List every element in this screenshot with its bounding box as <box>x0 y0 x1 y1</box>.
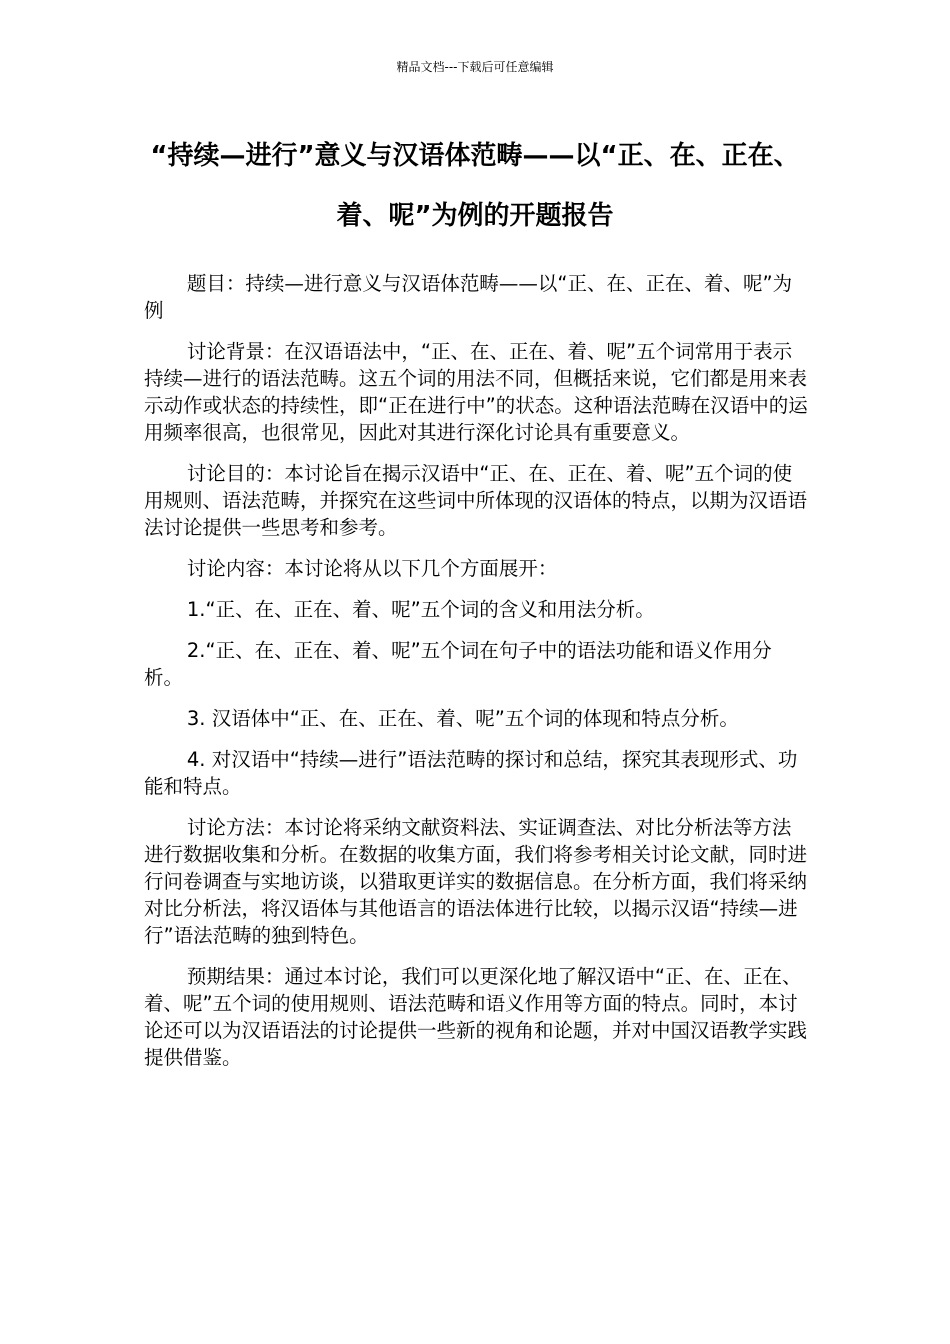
content-item-2: 2.“正、在、正在、着、呢”五个词在句子中的语法功能和语义作用分析。 <box>144 639 772 689</box>
paragraph-content-intro: 讨论内容：本讨论将从以下几个方面展开： <box>186 557 558 580</box>
paragraph-purpose: 讨论目的：本讨论旨在揭示汉语中“正、在、正在、着、呢”五个词的使用规则、语法范畴，并探究在这些词中所体现的汉语体的特点，以期为汉语语法讨论提供一些思考和参考。 <box>144 462 808 539</box>
document-title: “持续—进行”意义与汉语体范畴——以“正、在、正在、着、呢”为例的开题报告 <box>150 141 800 231</box>
header-note: 精品文档---下载后可任意编辑 <box>396 60 554 74</box>
content-item-3: 3. 汉语体中“正、在、正在、着、呢”五个词的体现和特点分析。 <box>186 707 739 730</box>
paragraph-expected: 预期结果：通过本讨论，我们可以更深化地了解汉语中“正、在、正在、着、呢”五个词的使用规则、语法范畴和语义作用等方面的特点。同时，本讨论还可以为汉语语法的讨论提供一些新的视角和论题，并对中国汉语教学实践提供借鉴。 <box>144 965 808 1069</box>
content-item-1: 1.“正、在、正在、着、呢”五个词的含义和用法分析。 <box>186 598 655 621</box>
paragraph-topic: 题目：持续—进行意义与汉语体范畴——以“正、在、正在、着、呢”为例 <box>144 272 793 322</box>
paragraph-background: 讨论背景：在汉语语法中，“正、在、正在、着、呢”五个词常用于表示持续—进行的语法范畴。这五个词的用法不同，但概括来说，它们都是用来表示动作或状态的持续性，即“正在进行中”的状态。这种语法范畴在汉语中的运用频率很高，也很常见，因此对其进行深化讨论具有重要意义。 <box>144 340 808 444</box>
document-body <box>144 270 808 1085</box>
content-item-4: 4. 对汉语中“持续—进行”语法范畴的探讨和总结，探究其表现形式、功能和特点。 <box>144 748 798 798</box>
paragraph-method: 讨论方法：本讨论将采纳文献资料法、实证调查法、对比分析法等方法进行数据收集和分析。在数据的收集方面，我们将参考相关讨论文献，同时进行问卷调查与实地访谈，以猎取更详实的数据信息。在分析方面，我们将采纳对比分析法，将汉语体与其他语言的语法体进行比较，以揭示汉语“持续—进行”语法范畴的独到特色。 <box>144 816 808 947</box>
